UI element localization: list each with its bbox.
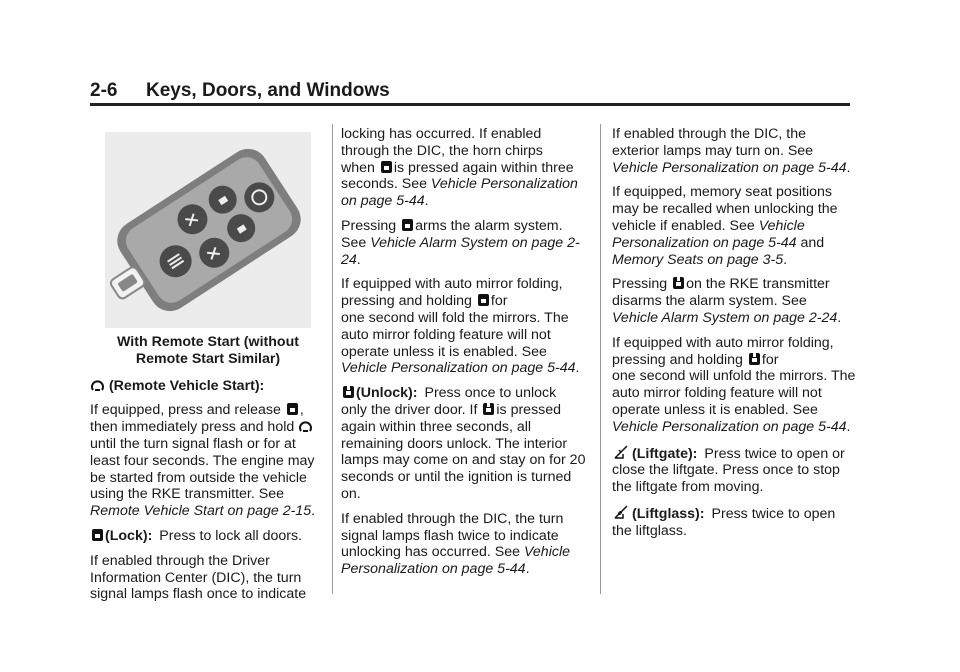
lock-icon	[380, 160, 393, 174]
unlock-paragraph	[341, 385, 591, 503]
text: Press to lock all doors.	[159, 527, 303, 544]
page-title: Keys, Doors, and Windows	[146, 80, 390, 101]
vehicle-personalization-link[interactable]: Vehicle Personalization on page 5-44	[341, 544, 570, 578]
remote-start-icon	[91, 378, 104, 392]
text: Press twice to open or close the liftgate. Press once to stop the liftgate from moving.	[612, 445, 845, 496]
text: Press once to unlock	[424, 385, 557, 402]
liftglass-icon	[613, 504, 631, 522]
text: If enabled through the DIC, the turn signal lamps flash twice to indicate unlocking has occurred. See	[341, 510, 564, 561]
text: .	[783, 251, 788, 268]
remote-start-heading	[90, 378, 326, 395]
lock-icon	[477, 293, 490, 307]
exterior-lamps-paragraph	[612, 126, 856, 176]
caption-line-1: With Remote Start (without	[117, 334, 299, 350]
text: If enabled through the Driver Information Center (DIC), the turn signal lamps flash once to indicate	[90, 552, 307, 603]
lock-label: (Lock):	[105, 527, 153, 544]
key-fob-figure	[105, 132, 311, 328]
text: Pressing	[341, 217, 401, 234]
vehicle-personalization-link[interactable]: Vehicle Personalization on page 5-44	[341, 176, 578, 210]
column-divider	[600, 124, 601, 594]
vehicle-personalization-link[interactable]: Vehicle Personalization on page 5-44	[341, 360, 576, 377]
column-1	[90, 126, 326, 611]
turn-signal-paragraph	[341, 511, 591, 578]
unlock-icon	[482, 402, 495, 416]
text: .	[837, 309, 842, 326]
text: .	[356, 251, 361, 268]
text: for	[761, 351, 779, 368]
text: .	[424, 193, 429, 210]
text: If equipped, memory seat positions may be recalled when unlocking the vehicle if enabled. See	[612, 184, 838, 234]
lock-icon	[401, 218, 414, 232]
text: .	[525, 561, 530, 578]
memory-seat-paragraph	[612, 184, 856, 268]
column-3	[612, 126, 856, 548]
column-divider	[332, 124, 333, 594]
horn-paragraph	[341, 126, 591, 210]
liftglass-label: (Liftglass):	[632, 505, 705, 522]
text: is pressed	[496, 401, 562, 418]
text: Press twice to open the liftglass.	[612, 505, 836, 539]
text: locking has occurred. If enabled through the DIC, the horn chirps	[341, 126, 543, 159]
caption-line-2: Remote Start Similar)	[135, 350, 281, 367]
lock-paragraph	[90, 528, 326, 545]
remote-start-paragraph	[90, 402, 326, 520]
liftgate-label: (Liftgate):	[632, 445, 698, 462]
text: only the driver door. If	[341, 401, 482, 418]
disarm-paragraph	[612, 276, 856, 326]
text: Pressing	[612, 276, 672, 293]
mirror-fold-paragraph	[341, 276, 591, 377]
vehicle-personalization-link[interactable]: Vehicle Personalization on page 5-44	[612, 418, 847, 435]
text: when	[341, 159, 379, 176]
remote-start-link[interactable]: Remote Vehicle Start on page 2-15	[90, 503, 312, 520]
memory-seats-link[interactable]: Memory Seats on page 3-5	[612, 251, 784, 268]
column-2	[341, 126, 591, 586]
text: .	[846, 159, 851, 176]
vehicle-alarm-link[interactable]: Vehicle Alarm System on page 2-24	[341, 234, 580, 268]
liftglass-paragraph	[612, 504, 856, 540]
text: one second will fold the mirrors. The auto mirror folding feature will not operate unless it is enabled. See	[341, 309, 569, 360]
text: If enabled through the DIC, the exterior lamps may turn on. See	[612, 126, 814, 159]
remote-start-icon	[299, 419, 312, 433]
text: If equipped with auto mirror folding,	[341, 276, 563, 293]
unlock-icon	[672, 276, 685, 290]
text: .	[575, 360, 580, 377]
text: until the turn signal flash or for at least four seconds. The engine may be started from outside the vehicle using the RKE transmitter. See	[90, 435, 315, 503]
page-header	[90, 80, 390, 102]
remote-start-label: (Remote Vehicle Start):	[108, 377, 265, 394]
dic-paragraph	[90, 553, 326, 603]
vehicle-personalization-link[interactable]: Vehicle Personalization on page 5-44	[612, 159, 847, 176]
liftgate-icon	[613, 444, 631, 462]
page-number: 2-6	[90, 80, 118, 101]
text: one second will unfold the mirrors. The auto mirror folding feature will not operate unless it is enabled. See	[612, 368, 856, 418]
text: on the RKE transmitter	[686, 276, 830, 293]
lock-icon	[91, 528, 104, 542]
text: .	[311, 503, 316, 520]
text: pressing and holding	[341, 293, 476, 310]
unlock-label: (Unlock):	[356, 385, 418, 402]
text: pressing and holding	[612, 351, 747, 368]
unlock-icon	[342, 385, 355, 399]
text: If equipped, press and release	[90, 402, 285, 419]
text: then immediately press and hold	[90, 419, 299, 436]
text: .	[846, 418, 851, 435]
text: is pressed again within three seconds. See	[341, 159, 574, 193]
text: If equipped with auto mirror folding,	[612, 334, 834, 351]
lock-icon	[286, 402, 299, 416]
text: arms the alarm system. See	[341, 217, 563, 251]
text: disarms the alarm system. See	[612, 293, 807, 310]
liftgate-paragraph	[612, 444, 856, 496]
vehicle-personalization-link[interactable]: Vehicle Personalization on page 5-44	[612, 217, 805, 251]
text: for	[490, 293, 508, 310]
mirror-unfold-paragraph	[612, 335, 856, 436]
figure-caption	[90, 334, 326, 368]
header-rule	[90, 103, 850, 106]
vehicle-alarm-link[interactable]: Vehicle Alarm System on page 2-24	[612, 309, 838, 326]
text: ,	[299, 402, 304, 419]
unlock-icon	[748, 352, 761, 366]
alarm-paragraph	[341, 218, 591, 268]
text: again within three seconds, all remaining doors unlock. The interior lamps may come on and stay on for 20 seconds or until the ignition is turned on.	[341, 418, 586, 502]
text: and	[796, 234, 825, 251]
